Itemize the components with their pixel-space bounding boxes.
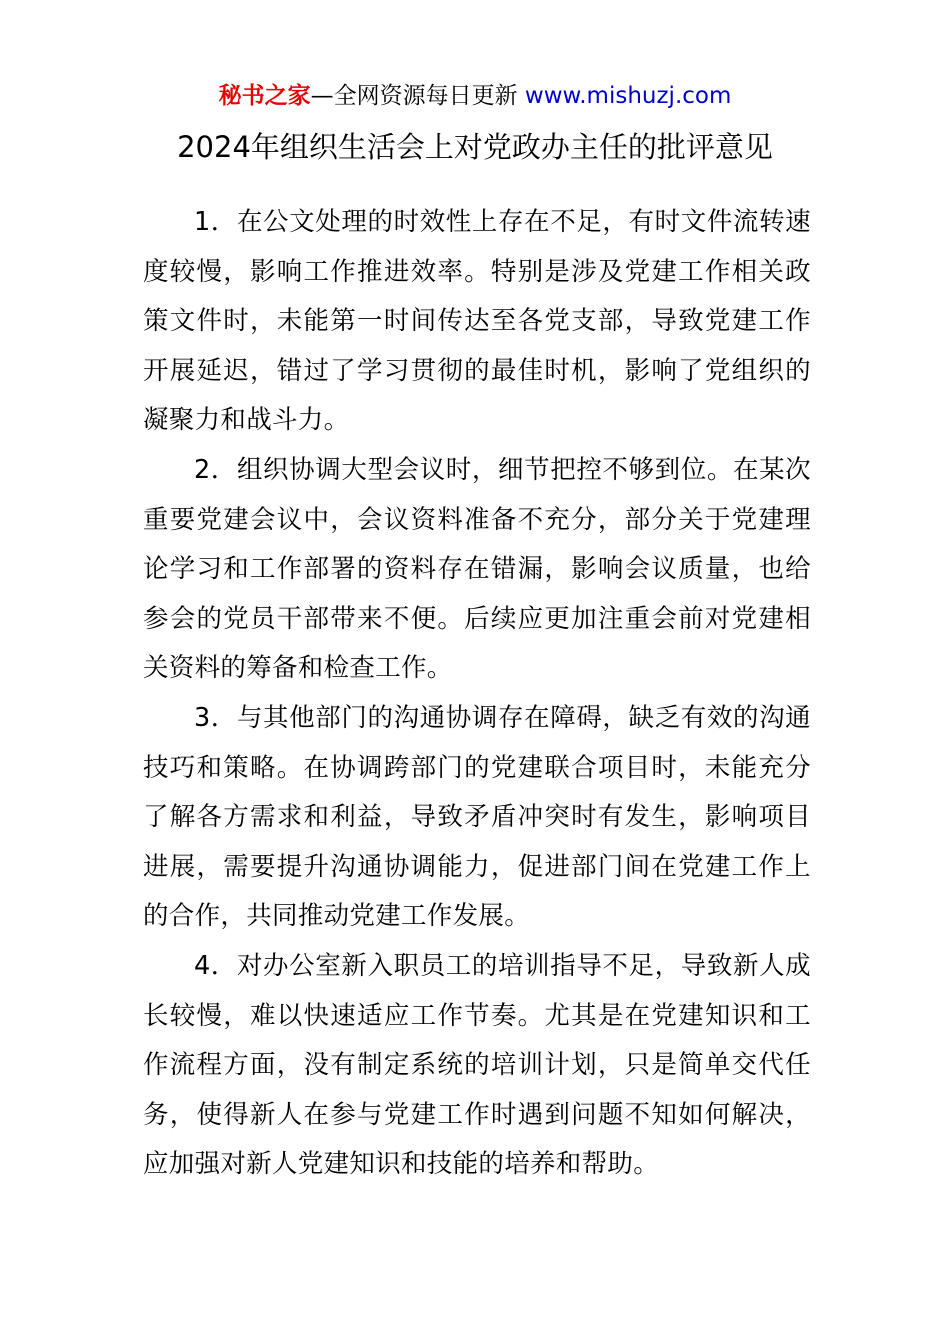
site-brand: 秘书之家	[218, 83, 311, 109]
paragraph-4: 4．对办公室新入职员工的培训指导不足，导致新人成长较慢，难以快速适应工作节奏。尤其是在党建知识和工作流程方面，没有制定系统的培训计划，只是简单交代任务，使得新人在参与党建工作时遇到问题不知如何解决，应加强对新人党建知识和技能的培养和帮助。	[143, 950, 811, 1180]
site-tagline: —全网资源每日更新	[310, 83, 525, 109]
site-url-link[interactable]: www.mishuzj.com	[524, 83, 732, 109]
paragraph-2: 2．组织协调大型会议时，细节把控不够到位。在某次重要党建会议中，会议资料准备不充分，部分关于党建理论学习和工作部署的资料存在错漏，影响会议质量，也给参会的党员干部带来不便。后续应更加注重会前对党建相关资料的筹备和检查工作。	[143, 454, 811, 684]
site-header	[0, 80, 950, 112]
paragraph-1: 1．在公文处理的时效性上存在不足，有时文件流转速度较慢，影响工作推进效率。特别是涉及党建工作相关政策文件时，未能第一时间传达至各党支部，导致党建工作开展延迟，错过了学习贯彻的最佳时机，影响了党组织的凝聚力和战斗力。	[143, 207, 811, 436]
document-body	[143, 198, 811, 1190]
document-title: 2024年组织生活会上对党政办主任的批评意见	[177, 130, 773, 164]
paragraph-3: 3．与其他部门的沟通协调存在障碍，缺乏有效的沟通技巧和策略。在协调跨部门的党建联合项目时，未能充分了解各方需求和利益，导致矛盾冲突时有发生，影响项目进展，需要提升沟通协调能力，促进部门间在党建工作上的合作，共同推动党建工作发展。	[143, 702, 811, 932]
